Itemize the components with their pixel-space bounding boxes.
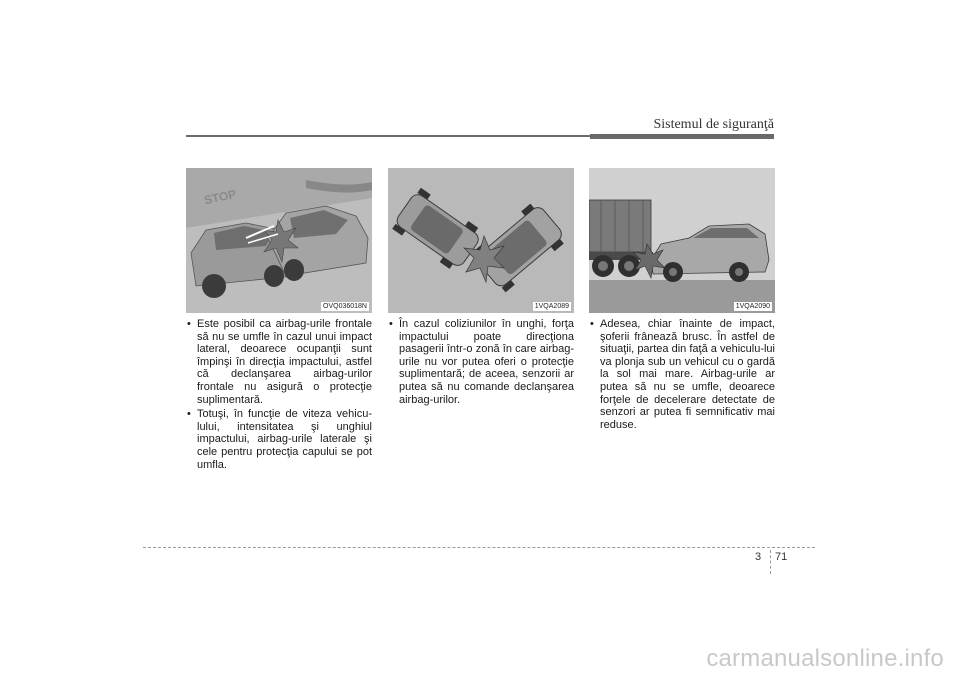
bullet-item — [388, 318, 574, 406]
bullet-text: În cazul coliziunilor în unghi, forţa impactului poate direcţiona pasagerii într-o zonă în care airbag-urile nu vor putea oferi o protecţie suplimentară; de aceea, senzorii ar putea să nu comande declanşarea airbag-urilor. — [399, 318, 574, 406]
page-number: 71 — [775, 551, 788, 563]
illustration-side-impact — [186, 168, 372, 313]
bullet-list — [589, 318, 775, 431]
bullet-item — [186, 408, 372, 471]
page-number-separator — [770, 550, 771, 574]
figure-code: 1VQA2089 — [534, 303, 569, 310]
bullet-list — [186, 318, 372, 471]
illustration-angled-impact — [388, 168, 574, 313]
header-divider-accent — [590, 134, 774, 139]
chapter-number: 3 — [755, 551, 762, 563]
bullet-dot: • — [187, 318, 191, 330]
illustration-underride-impact — [589, 168, 775, 313]
figure-code: 1VQA2090 — [735, 303, 770, 310]
footer-divider — [143, 547, 815, 548]
bullet-text: Adesea, chiar înainte de impact, şoferii frânează brusc. În astfel de situaţii, partea din faţă a vehiculu-lui va plonja sub un vehicul cu o gardă la sol mai mare. Airbag-urile ar putea să nu se umfle, deoarece forţele de decelerare detectate de senzori ar putea fi semnificativ mai reduse. — [600, 318, 775, 431]
column-angled-impact — [388, 168, 574, 408]
column-underride-impact — [589, 168, 775, 433]
road-stop-marking: STOP — [202, 186, 238, 208]
bullet-dot: • — [590, 318, 594, 330]
bullet-dot: • — [389, 318, 393, 330]
column-side-impact — [186, 168, 372, 473]
bullet-text: Este posibil ca airbag-urile frontale să nu se umfle în cazul unui impact lateral, deoarece ocupanţii sunt împinşi în direcţia impactului, astfel că declanşarea airbag-urilor frontale nu asigură o protecţie suplimentară. — [197, 318, 372, 406]
bullet-text: Totuşi, în funcţie de viteza vehicu-lului, intensitatea şi unghiul impactului, airbag-urile laterale şi cele pentru protecţia capului se pot umfla. — [197, 408, 372, 471]
figure-code: OVQ036018N — [323, 303, 367, 310]
site-watermark: carmanualsonline.info — [706, 645, 944, 672]
angled-impact-drawing — [388, 168, 574, 313]
side-impact-drawing — [186, 168, 372, 313]
bullet-item — [589, 318, 775, 431]
bullet-dot: • — [187, 408, 191, 421]
bullet-list — [388, 318, 574, 406]
bullet-item — [186, 318, 372, 406]
page-header-title: Sistemul de siguranţă — [653, 117, 774, 132]
underride-impact-drawing — [589, 168, 775, 313]
